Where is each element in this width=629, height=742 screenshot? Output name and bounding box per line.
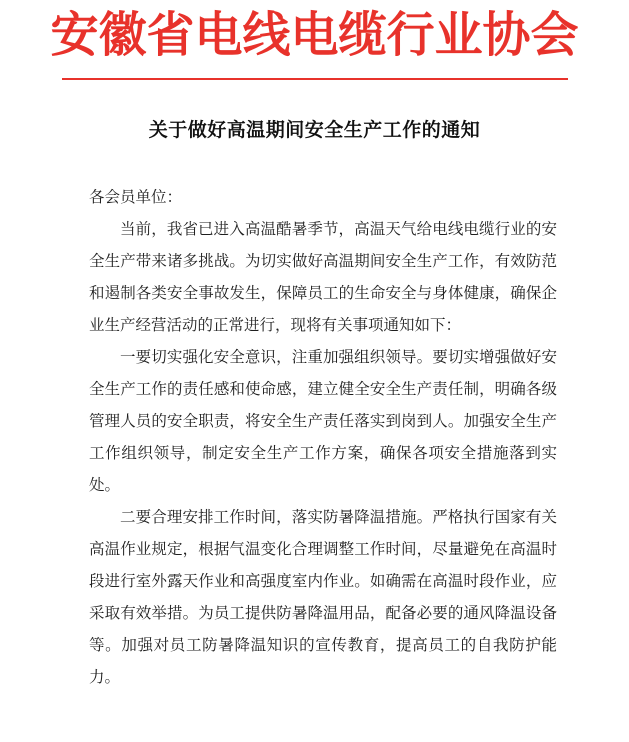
paragraph-point-two: 二要合理安排工作时间，落实防暑降温措施。严格执行国家有关高温作业规定，根据气温变化合理调整工作时间，尽量避免在高温时段进行室外露天作业和高强度室内作业。如确需在高温时段作业，应采取有效举措。为员工提供防暑降温用品，配备必要的通风降温设备等。加强对员工防暑降温知识的宣传教育，提高员工的自我防护能力。 bbox=[89, 508, 557, 686]
document-title: 关于做好高温期间安全生产工作的通知 bbox=[148, 119, 481, 141]
document-body bbox=[89, 181, 557, 693]
paragraph-intro: 当前，我省已进入高温酷暑季节，高温天气给电线电缆行业的安全生产带来诸多挑战。为切实做好高温期间安全生产工作，有效防范和遏制各类安全事故发生，保障员工的生命安全与身体健康，确保企业生产经营活动的正常进行，现将有关事项通知如下： bbox=[89, 220, 557, 334]
paragraph-point-one: 一要切实强化安全意识，注重加强组织领导。要切实增强做好安全生产工作的责任感和使命感，建立健全安全生产责任制，明确各级管理人员的安全职责，将安全生产责任落实到岗到人。加强安全生产工作组织领导，制定安全生产工作方案，确保各项安全措施落到实处。 bbox=[89, 348, 557, 494]
salutation: 各会员单位： bbox=[89, 188, 183, 206]
header-divider bbox=[62, 78, 568, 80]
organization-header: 安徽省电线电缆行业协会 bbox=[50, 7, 579, 63]
